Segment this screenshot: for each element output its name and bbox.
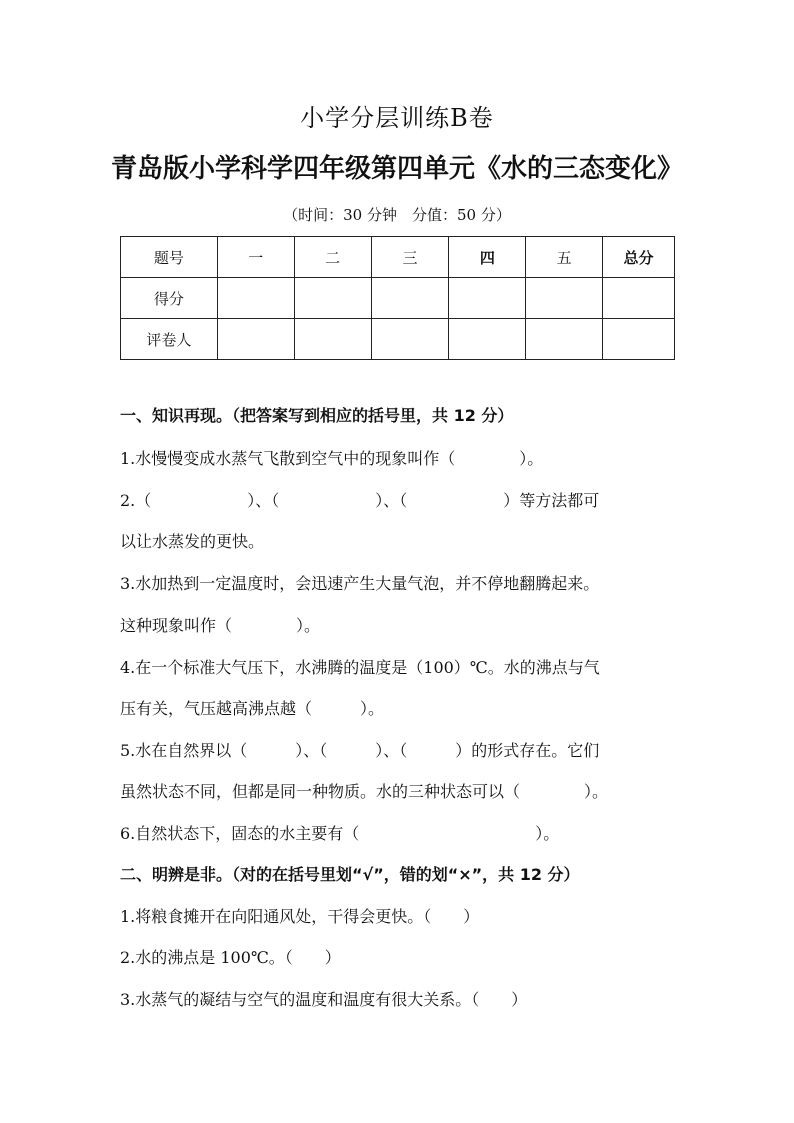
score-table bbox=[120, 236, 675, 360]
question-line: 2.（ ）、（ ）、（ ）等方法都可 bbox=[120, 491, 600, 510]
exam-title: 青岛版小学科学四年级第四单元《水的三态变化》 bbox=[110, 154, 683, 184]
score-cell[interactable] bbox=[603, 319, 675, 360]
score-table-row-label: 评卷人 bbox=[121, 319, 218, 360]
exam-subtitle: 小学分层训练B卷 bbox=[300, 104, 494, 132]
question-line: 6.自然状态下，固态的水主要有（ ）。 bbox=[120, 824, 560, 843]
score-table-header-cell: 二 bbox=[294, 237, 371, 278]
score-cell[interactable] bbox=[217, 278, 294, 319]
question-line: 5.水在自然界以（ ）、（ ）、（ ）的形式存在。它们 bbox=[120, 741, 600, 760]
score-cell[interactable] bbox=[371, 319, 449, 360]
score-cell[interactable] bbox=[217, 319, 294, 360]
question-line: 3.水蒸气的凝结与空气的温度和温度有很大关系。（ ） bbox=[120, 990, 528, 1009]
section-1-heading: 一、知识再现。（把答案写到相应的括号里，共 12 分） bbox=[120, 406, 514, 425]
section-2-heading: 二、明辨是非。（对的在括号里划“√”，错的划“×”，共 12 分） bbox=[120, 865, 580, 884]
score-cell[interactable] bbox=[603, 278, 675, 319]
question-line: 压有关，气压越高沸点越（ ）。 bbox=[120, 699, 385, 718]
score-table-row bbox=[121, 319, 675, 360]
score-cell[interactable] bbox=[449, 319, 526, 360]
score-table-row bbox=[121, 278, 675, 319]
score-cell[interactable] bbox=[526, 319, 603, 360]
question-line: 2.水的沸点是 100℃。（ ） bbox=[120, 948, 341, 967]
score-cell[interactable] bbox=[294, 278, 371, 319]
score-table-header-cell: 一 bbox=[217, 237, 294, 278]
question-line: 这种现象叫作（ ）。 bbox=[120, 616, 321, 635]
exam-time-score-info: （时间：30 分钟 分值：50 分） bbox=[283, 206, 511, 224]
question-line: 虽然状态不同，但都是同一种物质。水的三种状态可以（ ）。 bbox=[120, 782, 609, 801]
score-table-header-cell: 题号 bbox=[121, 237, 218, 278]
score-table-row-label: 得分 bbox=[121, 278, 218, 319]
question-line: 1.水慢慢变成水蒸气飞散到空气中的现象叫作（ ）。 bbox=[120, 449, 544, 468]
score-table-header-cell: 三 bbox=[371, 237, 449, 278]
question-line: 3.水加热到一定温度时，会迅速产生大量气泡，并不停地翻腾起来。 bbox=[120, 574, 600, 593]
score-cell[interactable] bbox=[371, 278, 449, 319]
question-line: 4.在一个标准大气压下，水沸腾的温度是（100）℃。水的沸点与气 bbox=[120, 658, 600, 677]
score-table-header-cell: 五 bbox=[526, 237, 603, 278]
score-cell[interactable] bbox=[294, 319, 371, 360]
score-cell[interactable] bbox=[526, 278, 603, 319]
score-table-header-cell: 四 bbox=[449, 237, 526, 278]
question-line: 1.将粮食摊开在向阳通风处，干得会更快。（ ） bbox=[120, 907, 480, 926]
question-line: 以让水蒸发的更快。 bbox=[120, 532, 265, 551]
score-table-header-row bbox=[121, 237, 675, 278]
score-cell[interactable] bbox=[449, 278, 526, 319]
score-table-header-cell: 总分 bbox=[603, 237, 675, 278]
